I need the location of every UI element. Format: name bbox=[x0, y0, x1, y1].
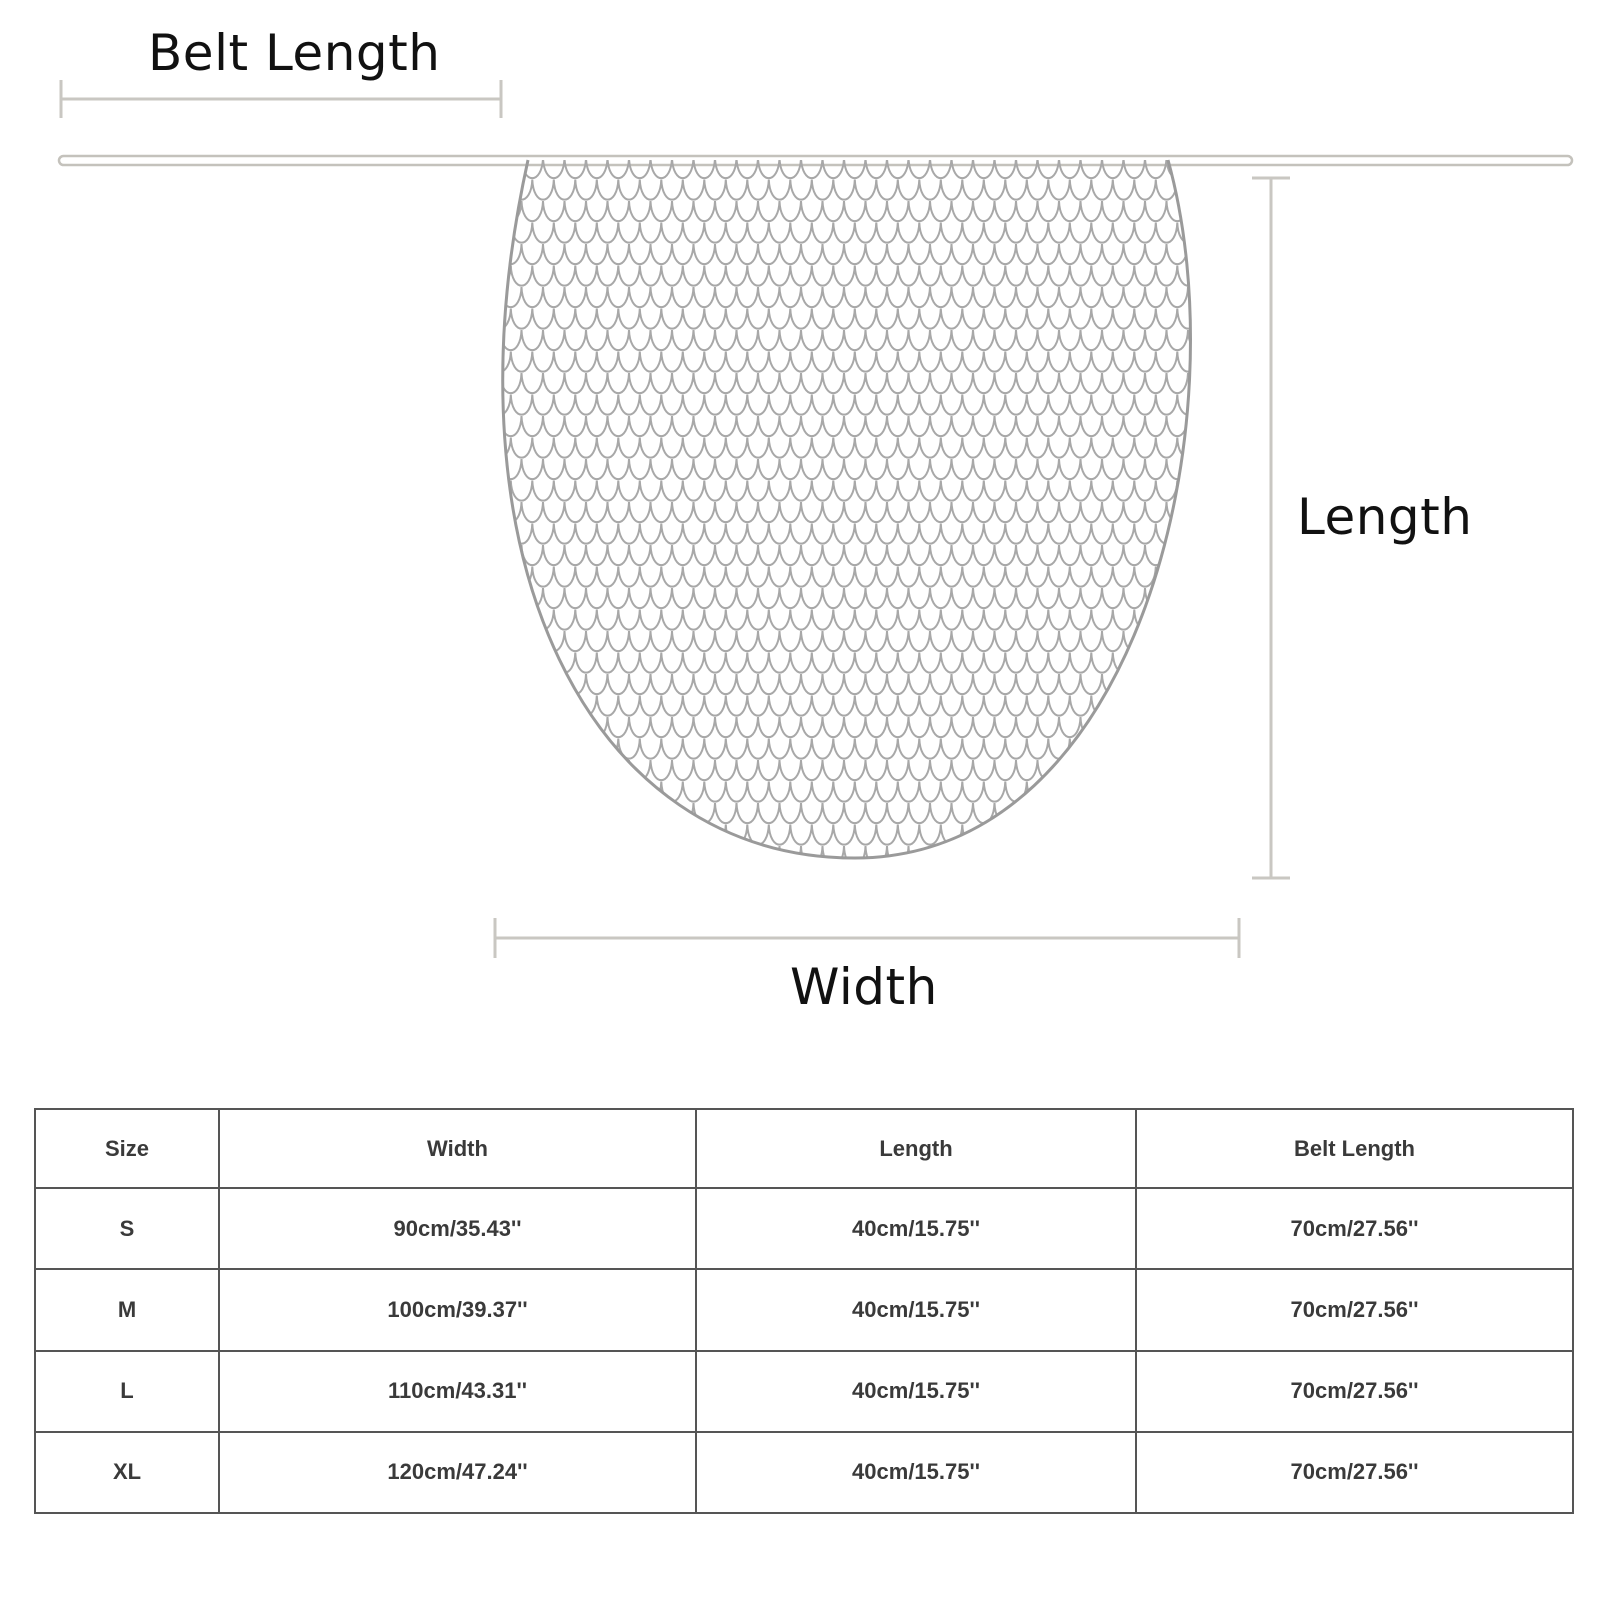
cell-length: 40cm/15.75'' bbox=[696, 1351, 1136, 1432]
cell-length: 40cm/15.75'' bbox=[696, 1188, 1136, 1269]
cell-width: 90cm/35.43'' bbox=[219, 1188, 696, 1269]
belt bbox=[59, 156, 1572, 165]
width-label: Width bbox=[790, 958, 938, 1016]
table-row bbox=[35, 1351, 1573, 1432]
table-header-row bbox=[35, 1109, 1573, 1188]
cell-length: 40cm/15.75'' bbox=[696, 1432, 1136, 1513]
cell-width: 120cm/47.24'' bbox=[219, 1432, 696, 1513]
cell-belt-length: 70cm/27.56'' bbox=[1136, 1432, 1573, 1513]
cell-size: L bbox=[35, 1351, 219, 1432]
cell-belt-length: 70cm/27.56'' bbox=[1136, 1351, 1573, 1432]
header-size: Size bbox=[35, 1109, 219, 1188]
cell-width: 100cm/39.37'' bbox=[219, 1269, 696, 1350]
cell-length: 40cm/15.75'' bbox=[696, 1269, 1136, 1350]
header-width: Width bbox=[219, 1109, 696, 1188]
table-row bbox=[35, 1269, 1573, 1350]
cell-size: M bbox=[35, 1269, 219, 1350]
mesh-net bbox=[479, 158, 1221, 888]
header-length: Length bbox=[696, 1109, 1136, 1188]
belt-length-label: Belt Length bbox=[148, 24, 441, 82]
cell-size: XL bbox=[35, 1432, 219, 1513]
length-label: Length bbox=[1297, 488, 1473, 546]
mesh-scales bbox=[479, 158, 1221, 888]
header-belt-length: Belt Length bbox=[1136, 1109, 1573, 1188]
size-chart-table bbox=[34, 1108, 1574, 1514]
belt-length-dimension bbox=[61, 80, 501, 118]
cell-belt-length: 70cm/27.56'' bbox=[1136, 1269, 1573, 1350]
table-row bbox=[35, 1432, 1573, 1513]
table-row bbox=[35, 1188, 1573, 1269]
cell-width: 110cm/43.31'' bbox=[219, 1351, 696, 1432]
cell-size: S bbox=[35, 1188, 219, 1269]
length-dimension bbox=[1252, 178, 1290, 878]
cell-belt-length: 70cm/27.56'' bbox=[1136, 1188, 1573, 1269]
width-dimension bbox=[495, 918, 1239, 958]
